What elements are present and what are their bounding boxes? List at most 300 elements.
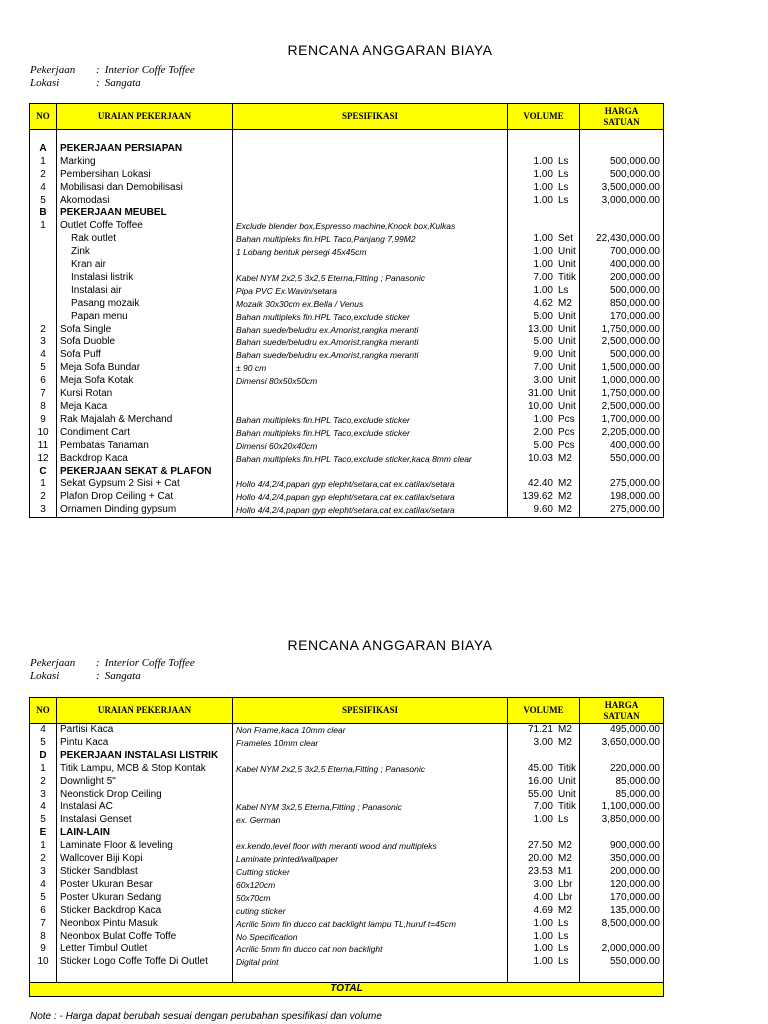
row-description: Sticker Logo Coffe Toffe Di Outlet [57,956,233,969]
volume-quantity: 3.00 [533,375,553,387]
row-volume [508,763,580,776]
volume-unit: Unit [558,259,576,271]
row-volume [508,879,580,892]
table-row [30,491,664,504]
volume-quantity: 71.21 [527,724,553,735]
row-specification: 50x70cm [233,892,508,905]
row-specification [233,789,508,802]
table-row [30,414,664,427]
row-specification: ± 90 cm [233,362,508,375]
table-row [30,905,664,918]
row-description: Meja Sofa Kotak [57,375,233,388]
row-unit-price: 3,500,000.00 [580,182,664,195]
table-row [30,478,664,491]
row-unit-price: 1,750,000.00 [580,324,664,337]
row-volume [508,233,580,246]
row-specification [233,388,508,401]
volume-unit: Unit [558,388,576,400]
row-number: 1 [30,763,57,776]
row-volume [508,427,580,440]
volume-unit: Ls [558,943,569,955]
row-specification: 1 Lobang bentuk persegi 45x45cm [233,246,508,259]
row-unit-price: 220,000.00 [580,763,664,776]
row-unit-price: 550,000.00 [580,453,664,466]
row-specification: Non Frame,kaca 10mm clear [233,724,508,737]
volume-unit: M2 [558,452,572,464]
row-specification [233,776,508,789]
row-volume [508,207,580,220]
volume-unit: Ls [558,284,569,296]
row-unit-price: 500,000.00 [580,156,664,169]
row-unit-price: 1,700,000.00 [580,414,664,427]
table-body-page-2 [30,724,664,983]
row-number: 9 [30,414,57,427]
row-volume [508,311,580,324]
volume-unit: Unit [558,246,576,258]
row-number [30,311,57,324]
row-specification [233,827,508,840]
row-specification [233,182,508,195]
row-specification [233,401,508,414]
row-number: 4 [30,724,57,737]
table-row [30,272,664,285]
volume-unit: Ls [558,956,569,968]
volume-quantity: 5.00 [533,439,553,451]
volume-unit: Unit [558,788,576,800]
volume-unit: Lbr [558,878,573,890]
empty-cell [30,969,57,982]
row-description: Neonbox Bulat Coffe Toffe [57,931,233,944]
row-description: Instalasi AC [57,801,233,814]
row-unit-price: 2,205,000.00 [580,427,664,440]
row-number: B [30,207,57,220]
table-row [30,440,664,453]
row-description: Kursi Rotan [57,388,233,401]
row-number: 11 [30,440,57,453]
volume-unit: Unit [558,310,576,322]
table-row [30,943,664,956]
volume-unit: Unit [558,323,576,335]
row-volume [508,453,580,466]
table-row [30,233,664,246]
volume-unit: Titik [558,801,576,813]
row-description: Marking [57,156,233,169]
volume-quantity: 9.60 [533,504,553,516]
row-volume [508,892,580,905]
row-number: 4 [30,879,57,892]
row-unit-price: 170,000.00 [580,311,664,324]
table-row [30,362,664,375]
row-description: Outlet Coffe Toffee [57,220,233,233]
table-row [30,853,664,866]
volume-unit: Unit [558,775,576,787]
row-specification: 60x120cm [233,879,508,892]
project-meta-2: Pekerjaan : Interior Coffe Toffee Lokasi : Sangata [30,657,195,682]
volume-quantity: 3.00 [533,736,553,748]
row-volume [508,724,580,737]
row-number: 3 [30,789,57,802]
row-specification: Frameles 10mm clear [233,737,508,750]
volume-unit: M2 [558,491,572,503]
header-uraian: URAIAN PEKERJAAN [57,698,233,724]
header-harga-satuan: HARGA SATUAN [580,698,664,724]
row-specification: Bahan suede/beludru ex.Amorist,rangka meranti [233,336,508,349]
row-description: Pintu Kaca [57,737,233,750]
row-description: Ornamen Dinding gypsum [57,504,233,517]
row-number: 4 [30,801,57,814]
volume-quantity: 20.00 [527,853,553,865]
row-description: Downlight 5" [57,776,233,789]
row-specification: Hollo 4/4,2/4,papan gyp elepht/setara,cat ex.catilax/setara [233,491,508,504]
row-description: Backdrop Kaca [57,453,233,466]
row-unit-price: 22,430,000.00 [580,233,664,246]
row-unit-price: 400,000.00 [580,440,664,453]
table-row [30,375,664,388]
row-number: 1 [30,220,57,233]
volume-unit: Ls [558,168,569,180]
row-volume [508,182,580,195]
row-description: Sticker Sandblast [57,866,233,879]
row-volume [508,195,580,208]
row-unit-price: 1,100,000.00 [580,801,664,814]
volume-unit: Unit [558,375,576,387]
row-description: Mobilisasi dan Demobilisasi [57,182,233,195]
row-number: 5 [30,362,57,375]
volume-quantity: 1.00 [533,930,553,942]
header-spesifikasi: SPESIFIKASI [233,698,508,724]
volume-quantity: 1.00 [533,259,553,271]
volume-unit: Titik [558,762,576,774]
row-number [30,259,57,272]
row-volume [508,491,580,504]
volume-quantity: 1.00 [533,284,553,296]
table-row [30,737,664,750]
volume-quantity: 1.00 [533,814,553,826]
volume-quantity: 10.00 [527,401,553,413]
row-volume [508,918,580,931]
row-number: 5 [30,814,57,827]
row-description: Instalasi listrik [57,272,233,285]
volume-quantity: 3.00 [533,878,553,890]
row-description: Sticker Backdrop Kaca [57,905,233,918]
empty-cell [580,130,664,143]
volume-quantity: 2.00 [533,426,553,438]
row-unit-price: 198,000.00 [580,491,664,504]
row-number: 10 [30,956,57,969]
row-description: Papan menu [57,311,233,324]
row-volume [508,789,580,802]
table-row [30,879,664,892]
empty-cell [508,969,580,982]
volume-unit: M2 [558,504,572,516]
table-row [30,956,664,969]
page-title: RENCANA ANGGARAN BIAYA [287,42,493,58]
row-specification: ex.kendo,level floor with meranti wood and multipleks [233,840,508,853]
volume-quantity: 16.00 [527,775,553,787]
row-specification: Hollo 4/4,2/4,papan gyp elepht/setara,cat ex.catilax/setara [233,478,508,491]
row-specification: Pipa PVC Ex.Wavin/setara [233,285,508,298]
row-specification: Dimensi 60x20x40cm [233,440,508,453]
row-volume [508,840,580,853]
row-unit-price: 2,500,000.00 [580,336,664,349]
row-specification [233,169,508,182]
row-unit-price: 275,000.00 [580,504,664,517]
row-number: 7 [30,918,57,931]
volume-unit: Ls [558,194,569,206]
row-volume [508,272,580,285]
row-description: Pembersihan Lokasi [57,169,233,182]
budget-table-page-2 [29,697,664,997]
volume-quantity: 1.00 [533,413,553,425]
row-description: Akomodasi [57,195,233,208]
row-unit-price: 495,000.00 [580,724,664,737]
row-specification: Kabel NYM 3x2,5 Eterna,Fitting ; Panasonic [233,801,508,814]
row-number: A [30,143,57,156]
row-unit-price: 400,000.00 [580,259,664,272]
row-volume [508,285,580,298]
table-row [30,453,664,466]
row-volume [508,943,580,956]
row-number: 10 [30,427,57,440]
table-row [30,324,664,337]
row-number: 2 [30,169,57,182]
row-unit-price: 500,000.00 [580,169,664,182]
table-row [30,298,664,311]
row-volume [508,956,580,969]
row-specification: cuting sticker [233,905,508,918]
row-specification [233,259,508,272]
row-number: C [30,466,57,479]
row-description: Rak outlet [57,233,233,246]
row-unit-price: 550,000.00 [580,956,664,969]
row-volume [508,336,580,349]
table-row [30,776,664,789]
volume-unit: M2 [558,724,572,735]
volume-unit: M2 [558,478,572,490]
table-row [30,504,664,517]
budget-table-page-1 [29,103,664,518]
row-unit-price: 2,500,000.00 [580,401,664,414]
volume-quantity: 45.00 [527,762,553,774]
volume-quantity: 4.00 [533,891,553,903]
row-specification: Exclude blender box,Espresso machine,Knock box,Kulkas [233,220,508,233]
row-unit-price: 500,000.00 [580,349,664,362]
volume-unit: M2 [558,297,572,309]
row-unit-price [580,466,664,479]
row-volume [508,362,580,375]
row-volume [508,156,580,169]
row-description: Titik Lampu, MCB & Stop Kontak [57,763,233,776]
row-number: 6 [30,375,57,388]
row-unit-price: 350,000.00 [580,853,664,866]
row-unit-price: 3,000,000.00 [580,195,664,208]
row-description: Laminate Floor & leveling [57,840,233,853]
row-specification [233,750,508,763]
empty-cell [233,130,508,143]
volume-quantity: 4.62 [533,297,553,309]
volume-quantity: 42.40 [527,478,553,490]
row-description: Letter Timbul Outlet [57,943,233,956]
header-harga-satuan: HARGA SATUAN [580,104,664,130]
row-volume [508,246,580,259]
row-description: PEKERJAAN INSTALASI LISTRIK [57,750,233,763]
volume-unit: Ls [558,814,569,826]
row-specification: Bahan multipleks fin.HPL Taco,exclude sticker [233,427,508,440]
header-no: NO [30,104,57,130]
volume-quantity: 13.00 [527,323,553,335]
row-description: Instalasi air [57,285,233,298]
volume-unit: M2 [558,853,572,865]
row-description: Condiment Cart [57,427,233,440]
row-description: Rak Majalah & Merchand [57,414,233,427]
row-number [30,246,57,259]
row-description: Sekat Gypsum 2 Sisi + Cat [57,478,233,491]
row-volume [508,905,580,918]
table-row [30,931,664,944]
row-number: D [30,750,57,763]
row-specification: Cutting sticker [233,866,508,879]
row-number: 8 [30,931,57,944]
row-volume [508,440,580,453]
row-description: PEKERJAAN SEKAT & PLAFON [57,466,233,479]
row-number: 2 [30,324,57,337]
volume-quantity: 1.00 [533,917,553,929]
row-description: Neonstick Drop Ceiling [57,789,233,802]
row-number: 2 [30,853,57,866]
footnote: Note : - Harga dapat berubah sesuai dengan perubahan spesifikasi dan volume [30,1011,382,1022]
row-number: 3 [30,504,57,517]
table-row [30,801,664,814]
row-unit-price: 120,000.00 [580,879,664,892]
row-volume [508,478,580,491]
row-description: Sofa Puff [57,349,233,362]
table-row [30,892,664,905]
row-volume [508,143,580,156]
table-row [30,220,664,233]
row-description: Meja Sofa Bundar [57,362,233,375]
volume-quantity: 5.00 [533,336,553,348]
row-specification: Digital print [233,956,508,969]
row-unit-price: 200,000.00 [580,866,664,879]
row-description: Partisi Kaca [57,724,233,737]
volume-unit: M2 [558,736,572,748]
volume-unit: Unit [558,349,576,361]
header-spesifikasi: SPESIFIKASI [233,104,508,130]
row-specification: Dimensi 80x50x50cm [233,375,508,388]
header-volume: VOLUME [508,104,580,130]
row-unit-price: 900,000.00 [580,840,664,853]
volume-unit: Ls [558,917,569,929]
volume-unit: Ls [558,181,569,193]
row-unit-price: 135,000.00 [580,905,664,918]
table-row [30,401,664,414]
table-row [30,427,664,440]
volume-quantity: 27.50 [527,840,553,852]
table-row [30,336,664,349]
row-unit-price [580,827,664,840]
volume-quantity: 31.00 [527,388,553,400]
row-specification: Bahan multipleks fin.HPL Taco,exclude sticker [233,414,508,427]
volume-quantity: 5.00 [533,310,553,322]
pekerjaan-label: Pekerjaan [30,657,76,669]
pekerjaan-value: Interior Coffe Toffee [104,64,195,76]
table-row [30,866,664,879]
row-specification: Bahan suede/beludru ex.Amorist,rangka meranti [233,324,508,337]
header-no: NO [30,698,57,724]
pekerjaan-label: Pekerjaan [30,64,76,76]
row-description: PEKERJAAN MEUBEL [57,207,233,220]
table-row [30,388,664,401]
volume-unit: M1 [558,865,572,877]
row-volume [508,349,580,362]
row-number: 8 [30,401,57,414]
table-row [30,195,664,208]
row-unit-price: 850,000.00 [580,298,664,311]
table-row [30,789,664,802]
volume-quantity: 7.00 [533,801,553,813]
volume-unit: M2 [558,904,572,916]
row-description: Wallcover Biji Kopi [57,853,233,866]
volume-quantity: 23.53 [527,865,553,877]
table-row [30,969,664,982]
table-row [30,814,664,827]
row-specification: Acrilic 5mm fin ducco cat backlight lampu TL,huruf t=45cm [233,918,508,931]
row-specification: Kabel NYM 2x2,5 3x2,5 Eterna,Fitting ; Panasonic [233,763,508,776]
row-specification [233,195,508,208]
row-number: 2 [30,776,57,789]
row-unit-price: 2,000,000.00 [580,943,664,956]
volume-unit: Set [558,233,574,245]
table-row [30,763,664,776]
row-number: 1 [30,840,57,853]
header-uraian: URAIAN PEKERJAAN [57,104,233,130]
volume-quantity: 1.00 [533,246,553,258]
row-unit-price: 85,000.00 [580,789,664,802]
row-specification: Laminate printed/wallpaper [233,853,508,866]
lokasi-label: Lokasi [30,670,60,682]
table-row [30,349,664,362]
section-row [30,207,664,220]
row-unit-price [580,931,664,944]
row-volume [508,853,580,866]
row-volume [508,827,580,840]
section-row [30,750,664,763]
volume-quantity: 7.00 [533,362,553,374]
volume-unit: Ls [558,930,569,942]
row-specification: Acrilic 5mm fin ducco cat non backlight [233,943,508,956]
table-row [30,285,664,298]
volume-quantity: 1.00 [533,194,553,206]
section-row [30,466,664,479]
row-number: 5 [30,195,57,208]
volume-unit: Pcs [558,439,575,451]
table-row [30,156,664,169]
row-unit-price: 1,000,000.00 [580,375,664,388]
row-description: Instalasi Genset [57,814,233,827]
row-description: Sofa Duoble [57,336,233,349]
empty-cell [57,130,233,143]
row-specification: Kabel NYM 2x2,5 3x2,5 Eterna,Fitting ; Panasonic [233,272,508,285]
page-title-2: RENCANA ANGGARAN BIAYA [287,637,493,653]
row-number: E [30,827,57,840]
row-volume [508,414,580,427]
row-number [30,285,57,298]
row-number: 1 [30,478,57,491]
table-row [30,169,664,182]
volume-unit: Ls [558,155,569,167]
volume-quantity: 9.00 [533,349,553,361]
row-description: Kran air [57,259,233,272]
